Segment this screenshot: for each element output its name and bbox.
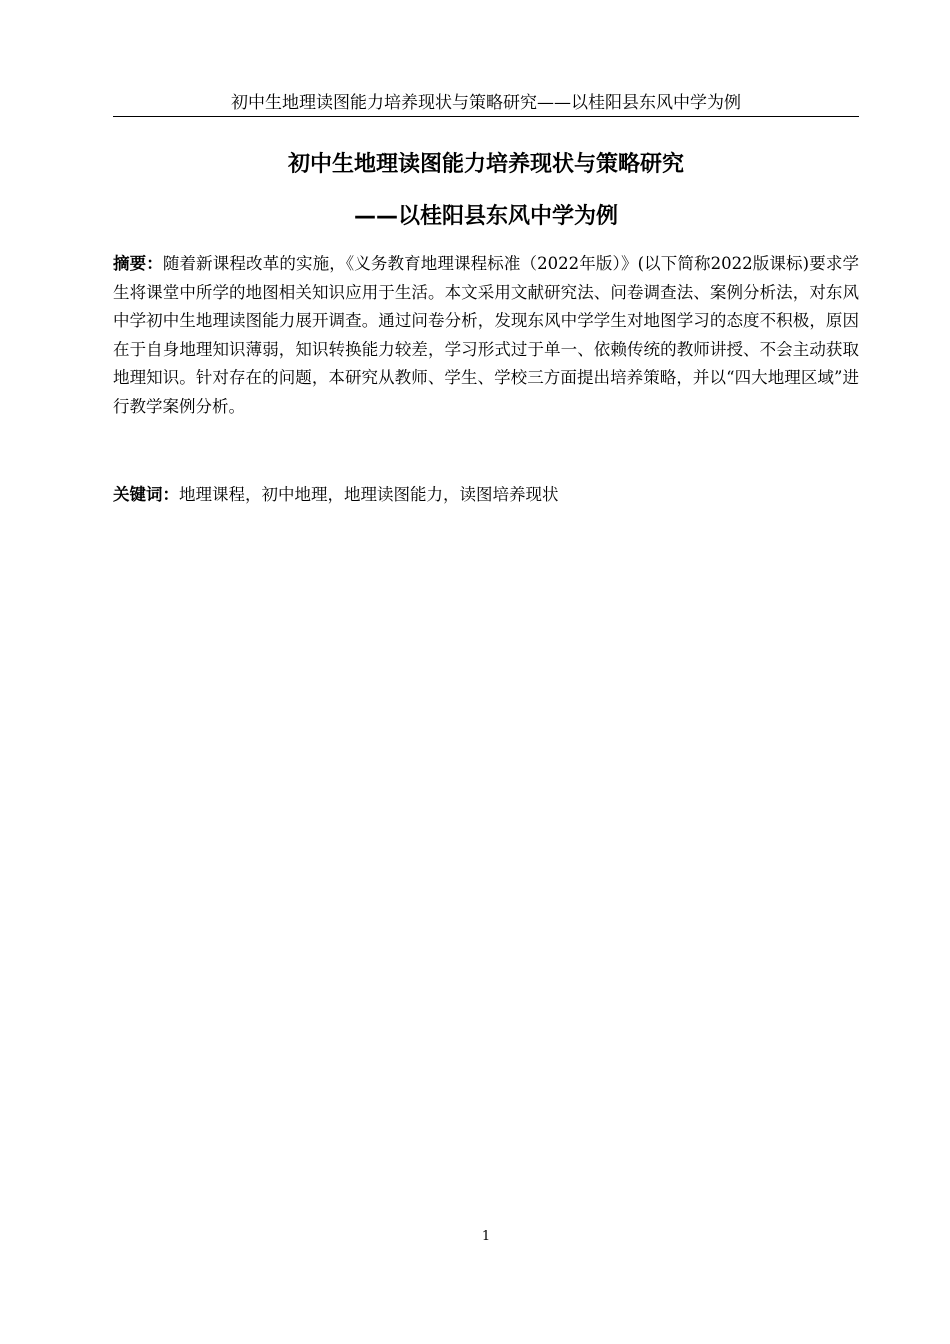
- abstract-label: 摘要：: [113, 254, 163, 273]
- paper-subtitle: ——以桂阳县东风中学为例: [353, 204, 618, 229]
- abstract-paragraph: [113, 250, 859, 421]
- keywords-label: 关键词：: [113, 485, 179, 504]
- abstract-text: 随着新课程改革的实施，《义务教育地理课程标准（2022年版）》(以下简称2022版课标)要求学生将课堂中所学的地图相关知识应用于生活。本文采用文献研究法、问卷调查法、案例分析法，对东风中学初中生地理读图能力展开调查。通过问卷分析，发现东风中学学生对地图学习的态度不积极，原因在于自身地理知识薄弱，知识转换能力较差，学习形式过于单一、依赖传统的教师讲授、不会主动获取地理知识。针对存在的问题，本研究从教师、学生、学校三方面提出培养策略，并以“四大地理区域”进行教学案例分析。: [113, 254, 860, 416]
- running-header: 初中生地理读图能力培养现状与策略研究——以桂阳县东风中学为例: [113, 92, 859, 117]
- paper-title: 初中生地理读图能力培养现状与策略研究: [287, 152, 684, 177]
- page-number: 1: [481, 1229, 491, 1244]
- keywords-text: 地理课程，初中地理，地理读图能力，读图培养现状: [179, 485, 559, 504]
- keywords-paragraph: [113, 481, 859, 510]
